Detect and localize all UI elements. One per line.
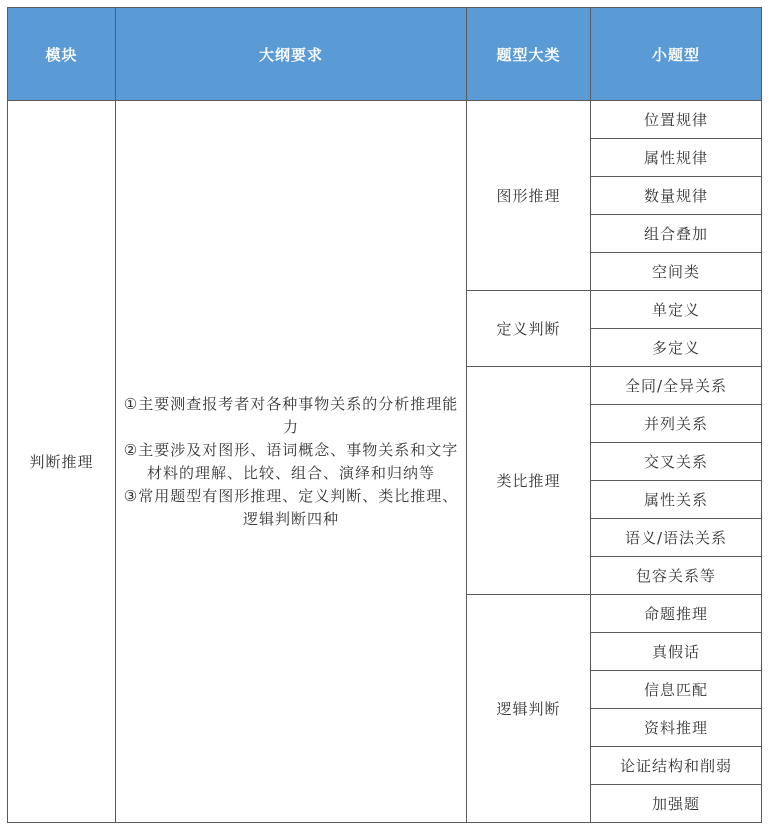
header-row — [8, 8, 762, 101]
category-cell: 图形推理 — [467, 101, 591, 291]
category-cell: 类比推理 — [467, 367, 591, 595]
subtype-cell: 数量规律 — [591, 177, 762, 215]
requirements-cell — [116, 101, 467, 823]
syllabus-table — [7, 7, 762, 823]
header-subtype: 小题型 — [591, 8, 762, 101]
subtype-cell: 论证结构和削弱 — [591, 747, 762, 785]
table-row — [8, 101, 762, 139]
subtype-cell: 语义/语法关系 — [591, 519, 762, 557]
subtype-cell: 信息匹配 — [591, 671, 762, 709]
header-module: 模块 — [8, 8, 116, 101]
subtype-cell: 组合叠加 — [591, 215, 762, 253]
subtype-cell: 资料推理 — [591, 709, 762, 747]
subtype-cell: 单定义 — [591, 291, 762, 329]
category-cell: 定义判断 — [467, 291, 591, 367]
module-cell: 判断推理 — [8, 101, 116, 823]
subtype-cell: 空间类 — [591, 253, 762, 291]
subtype-cell: 属性关系 — [591, 481, 762, 519]
subtype-cell: 加强题 — [591, 785, 762, 823]
subtype-cell: 位置规律 — [591, 101, 762, 139]
subtype-cell: 全同/全异关系 — [591, 367, 762, 405]
subtype-cell: 包容关系等 — [591, 557, 762, 595]
requirement-item: ③常用题型有图形推理、定义判断、类比推理、逻辑判断四种 — [123, 486, 459, 528]
requirement-item: ①主要测查报考者对各种事物关系的分析推理能力 — [123, 394, 459, 436]
subtype-cell: 并列关系 — [591, 405, 762, 443]
subtype-cell: 交叉关系 — [591, 443, 762, 481]
requirement-item: ②主要涉及对图形、语词概念、事物关系和文字材料的理解、比较、组合、演绎和归纳等 — [123, 440, 459, 482]
category-cell: 逻辑判断 — [467, 595, 591, 823]
syllabus-table-container — [7, 7, 761, 823]
header-category: 题型大类 — [467, 8, 591, 101]
subtype-cell: 多定义 — [591, 329, 762, 367]
subtype-cell: 命题推理 — [591, 595, 762, 633]
subtype-cell: 属性规律 — [591, 139, 762, 177]
subtype-cell: 真假话 — [591, 633, 762, 671]
header-requirements: 大纲要求 — [116, 8, 467, 101]
